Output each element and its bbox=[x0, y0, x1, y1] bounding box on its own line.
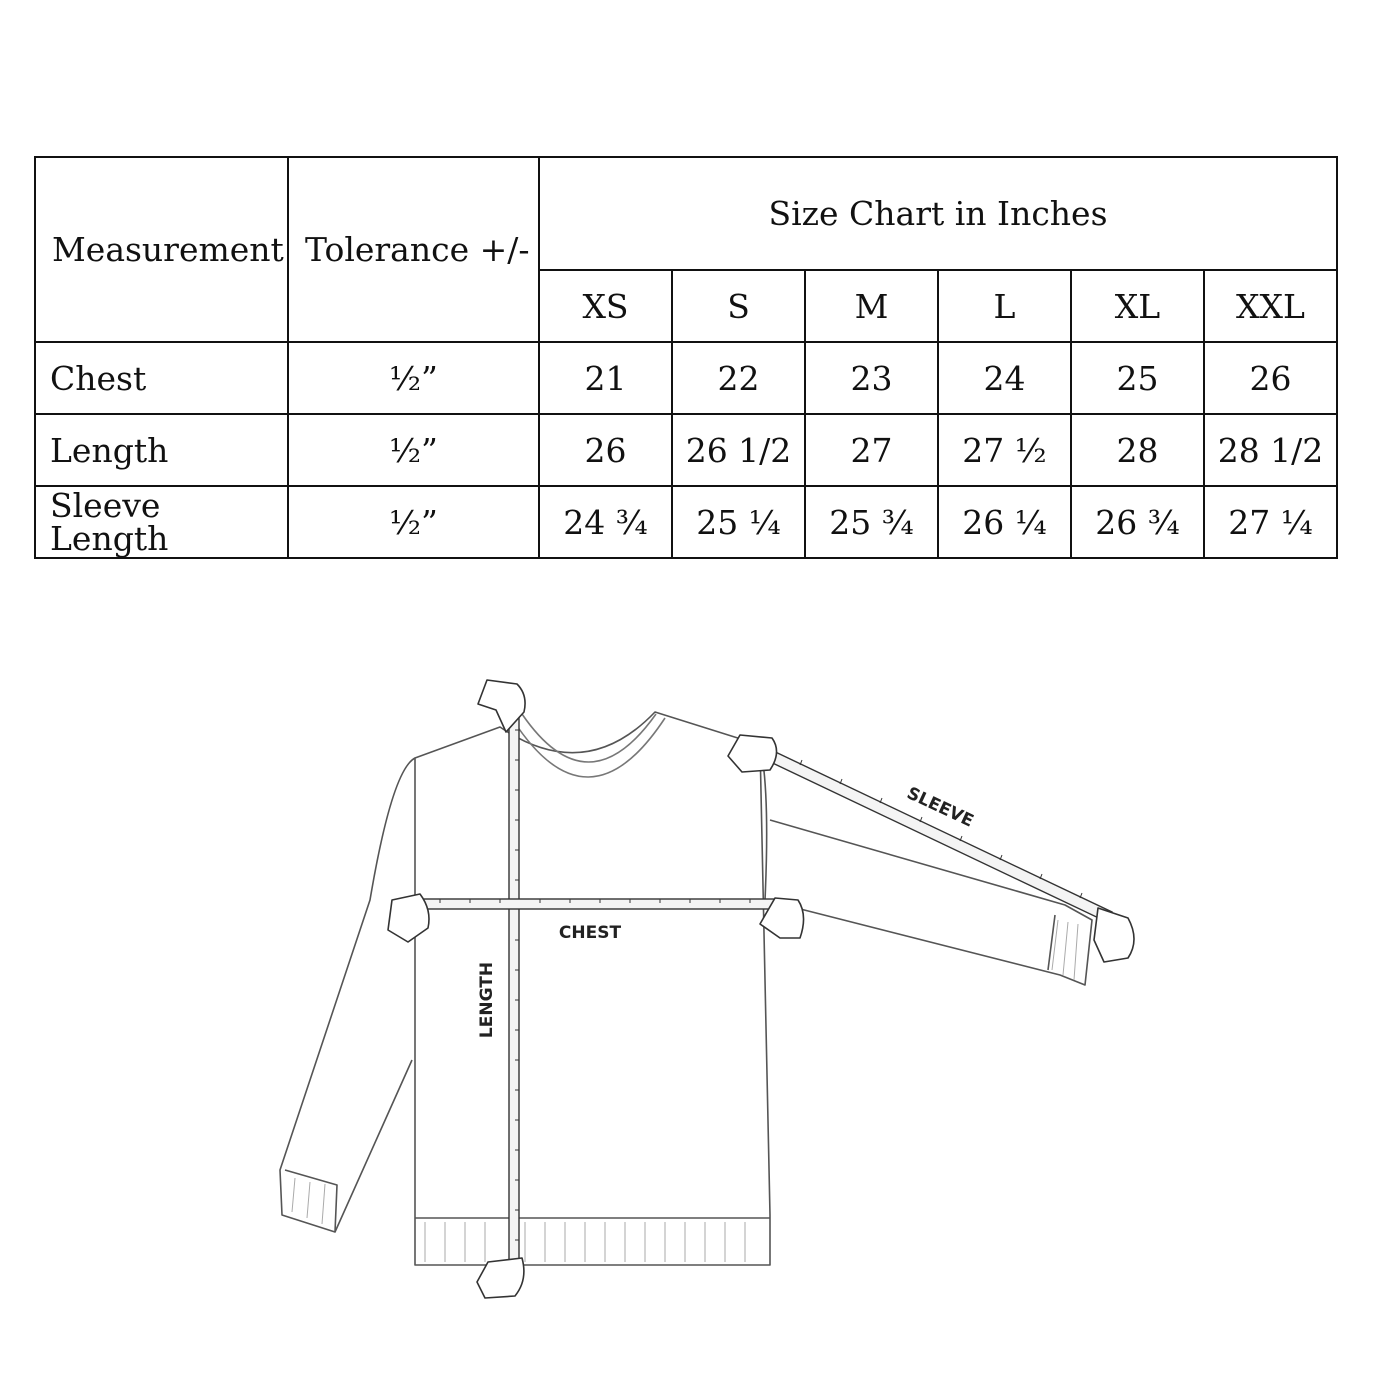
table-cell: 24 ¾ bbox=[539, 486, 672, 558]
header-size-chart: Size Chart in Inches bbox=[539, 157, 1337, 270]
table-cell: 26 1/2 bbox=[672, 414, 805, 486]
table-cell: 22 bbox=[672, 342, 805, 414]
table-row bbox=[35, 486, 1337, 558]
row-tolerance: ½” bbox=[288, 414, 539, 486]
sleeve-label: SLEEVE bbox=[903, 783, 977, 832]
size-header: M bbox=[805, 270, 938, 342]
size-header: XL bbox=[1071, 270, 1204, 342]
sweatshirt-icon bbox=[240, 675, 1160, 1305]
chest-label: CHEST bbox=[558, 923, 622, 943]
row-tolerance: ½” bbox=[288, 486, 539, 558]
measurement-diagram bbox=[240, 675, 1160, 1305]
size-header: L bbox=[938, 270, 1071, 342]
size-header: XS bbox=[539, 270, 672, 342]
row-label: Chest bbox=[35, 342, 288, 414]
table-cell: 26 bbox=[539, 414, 672, 486]
length-label: LENGTH bbox=[477, 961, 497, 1039]
size-chart-table bbox=[34, 156, 1338, 559]
row-label: Sleeve Length bbox=[35, 486, 288, 558]
table-cell: 25 ¾ bbox=[805, 486, 938, 558]
table-cell: 27 ¼ bbox=[1204, 486, 1337, 558]
table-cell: 28 1/2 bbox=[1204, 414, 1337, 486]
table-cell: 25 bbox=[1071, 342, 1204, 414]
table-cell: 28 bbox=[1071, 414, 1204, 486]
header-tolerance: Tolerance +/- bbox=[288, 157, 539, 342]
table-cell: 21 bbox=[539, 342, 672, 414]
table-cell: 25 ¼ bbox=[672, 486, 805, 558]
table-cell: 27 ½ bbox=[938, 414, 1071, 486]
size-header: S bbox=[672, 270, 805, 342]
row-label: Length bbox=[35, 414, 288, 486]
row-tolerance: ½” bbox=[288, 342, 539, 414]
table-cell: 23 bbox=[805, 342, 938, 414]
size-header: XXL bbox=[1204, 270, 1337, 342]
table-cell: 24 bbox=[938, 342, 1071, 414]
table-row bbox=[35, 414, 1337, 486]
table-row bbox=[35, 342, 1337, 414]
header-measurement: Measurement bbox=[35, 157, 288, 342]
table-cell: 27 bbox=[805, 414, 938, 486]
table-cell: 26 bbox=[1204, 342, 1337, 414]
table-cell: 26 ¼ bbox=[938, 486, 1071, 558]
table-cell: 26 ¾ bbox=[1071, 486, 1204, 558]
